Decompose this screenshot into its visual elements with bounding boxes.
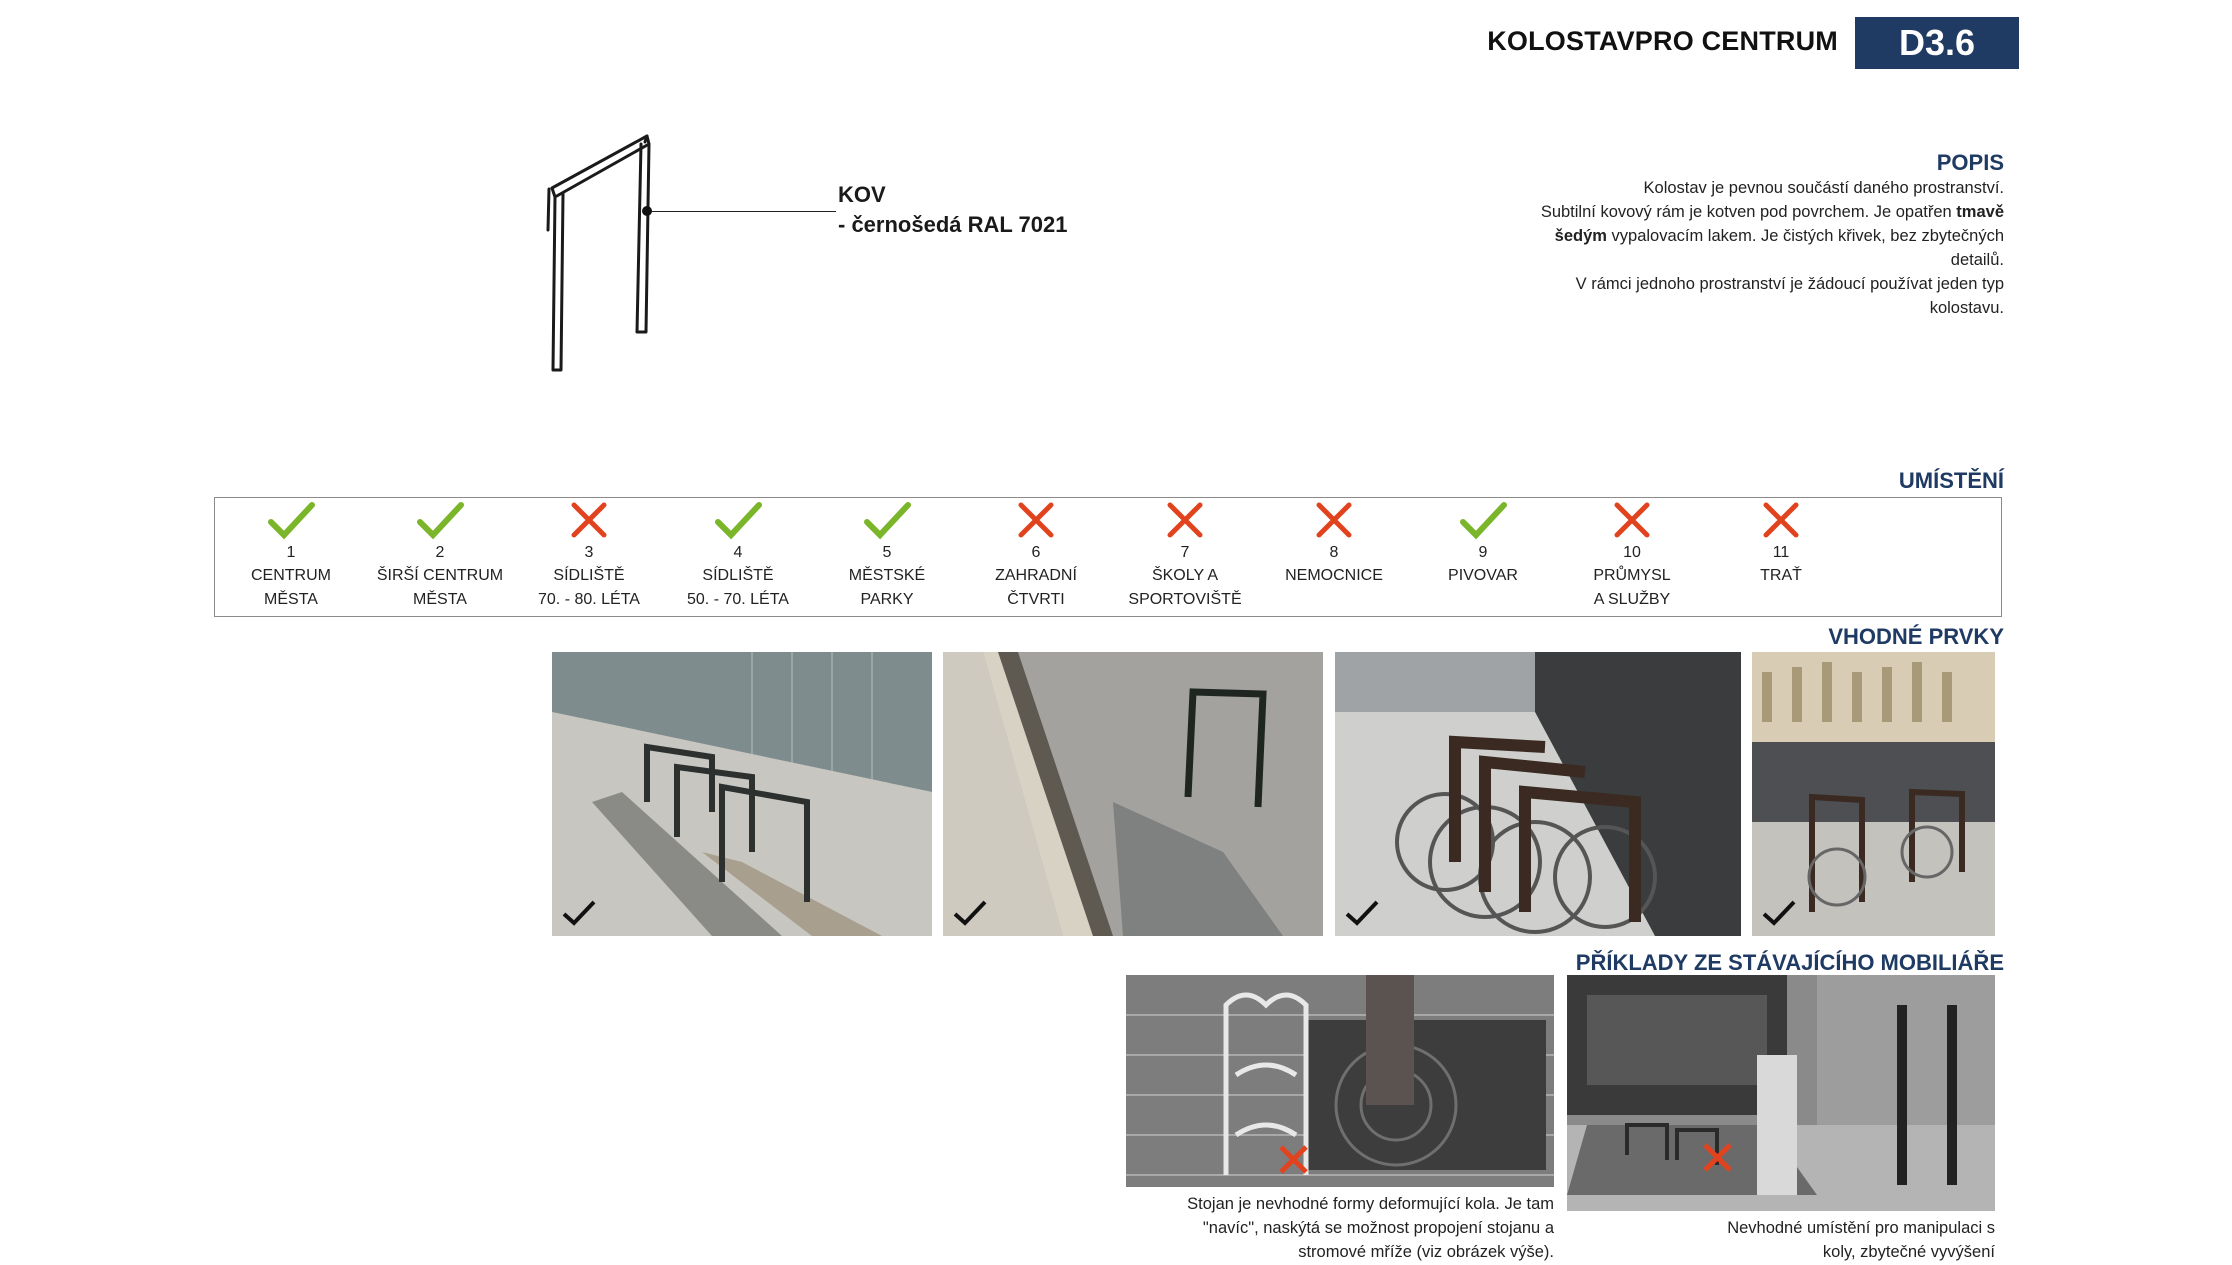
location-number: 11	[1772, 544, 1790, 561]
photo-stands-parliament	[1752, 652, 1995, 936]
caption-line: "navíc", naskýtá se možnost propojení stojanu a	[1202, 1219, 1554, 1237]
description-span: Subtilní kovový rám je kotven pod povrchem. Je opatřen	[1540, 203, 1957, 221]
photo-stands-sidewalk	[552, 652, 932, 936]
location-label: NEMOCNICE	[1285, 567, 1383, 584]
location-number: 4	[733, 544, 743, 561]
cross-icon	[1309, 500, 1359, 540]
location-item	[961, 500, 1111, 612]
leader-dot	[642, 206, 652, 216]
location-label: ZAHRADNÍ	[995, 567, 1077, 584]
description-line	[1464, 200, 2004, 224]
page-title: KOLOSTAVPRO CENTRUM	[1487, 26, 1838, 56]
location-label: TRAŤ	[1760, 567, 1802, 584]
location-label: SPORTOVIŠTĚ	[1128, 591, 1242, 608]
location-item	[1110, 500, 1260, 612]
location-item	[1408, 500, 1558, 588]
location-label: MĚSTA	[264, 591, 318, 608]
caption-line: Stojan je nevhodné formy deformující kola. Je tam	[1187, 1195, 1554, 1213]
check-icon	[862, 500, 912, 540]
description-line: detailů.	[1950, 251, 2004, 269]
check-icon	[1458, 500, 1508, 540]
bike-stand-sketch	[515, 100, 695, 400]
location-item	[1259, 500, 1409, 588]
cross-icon	[1756, 500, 1806, 540]
location-label: MĚSTA	[413, 591, 467, 608]
description-line: kolostavu.	[1929, 299, 2004, 317]
description-line: Kolostav je pevnou součástí daného prostranství.	[1643, 179, 2004, 197]
description-heading: POPIS	[1936, 150, 2004, 175]
cross-icon	[1160, 500, 1210, 540]
leader-line	[648, 211, 836, 212]
location-number: 8	[1329, 544, 1339, 561]
photo-stands-with-bikes	[1335, 652, 1741, 936]
location-item	[663, 500, 813, 612]
location-label: MĚSTSKÉ	[848, 567, 926, 584]
location-number: 1	[286, 544, 296, 561]
description-bold: šedým	[1554, 227, 1607, 245]
check-icon	[562, 900, 596, 926]
cross-icon	[564, 500, 614, 540]
location-number: 3	[584, 544, 594, 561]
location-number: 10	[1623, 544, 1641, 561]
caption-line: stromové mříže (viz obrázek výše).	[1298, 1243, 1554, 1261]
photo-stand-paving	[943, 652, 1323, 936]
location-item	[514, 500, 664, 612]
location-item	[812, 500, 962, 612]
location-label: SÍDLIŠTĚ	[553, 567, 625, 584]
check-icon	[713, 500, 763, 540]
check-icon	[953, 900, 987, 926]
location-number: 6	[1031, 544, 1041, 561]
location-item	[216, 500, 366, 612]
location-label: ŠIRŠÍ CENTRUM	[376, 567, 504, 584]
cross-icon	[1607, 500, 1657, 540]
location-label: PARKY	[860, 591, 914, 608]
description-line	[1464, 224, 2004, 248]
location-label: PIVOVAR	[1448, 567, 1518, 584]
check-icon	[415, 500, 465, 540]
check-icon	[266, 500, 316, 540]
location-label: PRŮMYSL	[1593, 567, 1671, 584]
material-color: - černošedá RAL 7021	[838, 212, 1068, 237]
photo-example-tree-grate	[1126, 975, 1554, 1187]
location-item	[1557, 500, 1707, 612]
location-item	[365, 500, 515, 612]
location-number: 7	[1180, 544, 1190, 561]
check-icon	[1762, 900, 1796, 926]
location-number: 2	[435, 544, 445, 561]
material-title: KOV	[838, 182, 886, 207]
location-label: 70. - 80. LÉTA	[538, 591, 640, 608]
location-label: 50. - 70. LÉTA	[687, 591, 789, 608]
location-label: A SLUŽBY	[1593, 591, 1671, 608]
description-span: vypalovacím lakem. Je čistých křivek, bez zbytečných	[1606, 227, 2004, 245]
location-number: 9	[1478, 544, 1488, 561]
check-icon	[1345, 900, 1379, 926]
location-heading: UMÍSTĚNÍ	[1898, 468, 2004, 493]
cross-icon	[1011, 500, 1061, 540]
caption-line: Nevhodné umístění pro manipulaci s	[1727, 1219, 1995, 1237]
suitable-heading: VHODNÉ PRVKY	[1828, 624, 2004, 649]
description-text	[1464, 176, 2004, 320]
description-line: V rámci jednoho prostranství je žádoucí používat jeden typ	[1575, 275, 2004, 293]
example-caption-2	[1567, 1216, 1995, 1264]
location-label: CENTRUM	[251, 567, 331, 584]
location-item	[1706, 500, 1856, 588]
photo-example-elevated-stand	[1567, 975, 1995, 1211]
caption-line: koly, zbytečné vyvýšení	[1822, 1243, 1995, 1261]
location-label: SÍDLIŠTĚ	[702, 567, 774, 584]
location-label: ŠKOLY A	[1151, 567, 1219, 584]
location-label: ČTVRTI	[1007, 591, 1065, 608]
description-bold: tmavě	[1956, 203, 2004, 221]
location-number: 5	[882, 544, 892, 561]
example-caption-1	[1126, 1192, 1554, 1264]
examples-heading: PŘÍKLADY ZE STÁVAJÍCÍHO MOBILIÁŘE	[1575, 950, 2004, 975]
section-code-badge: D3.6	[1855, 17, 2019, 69]
